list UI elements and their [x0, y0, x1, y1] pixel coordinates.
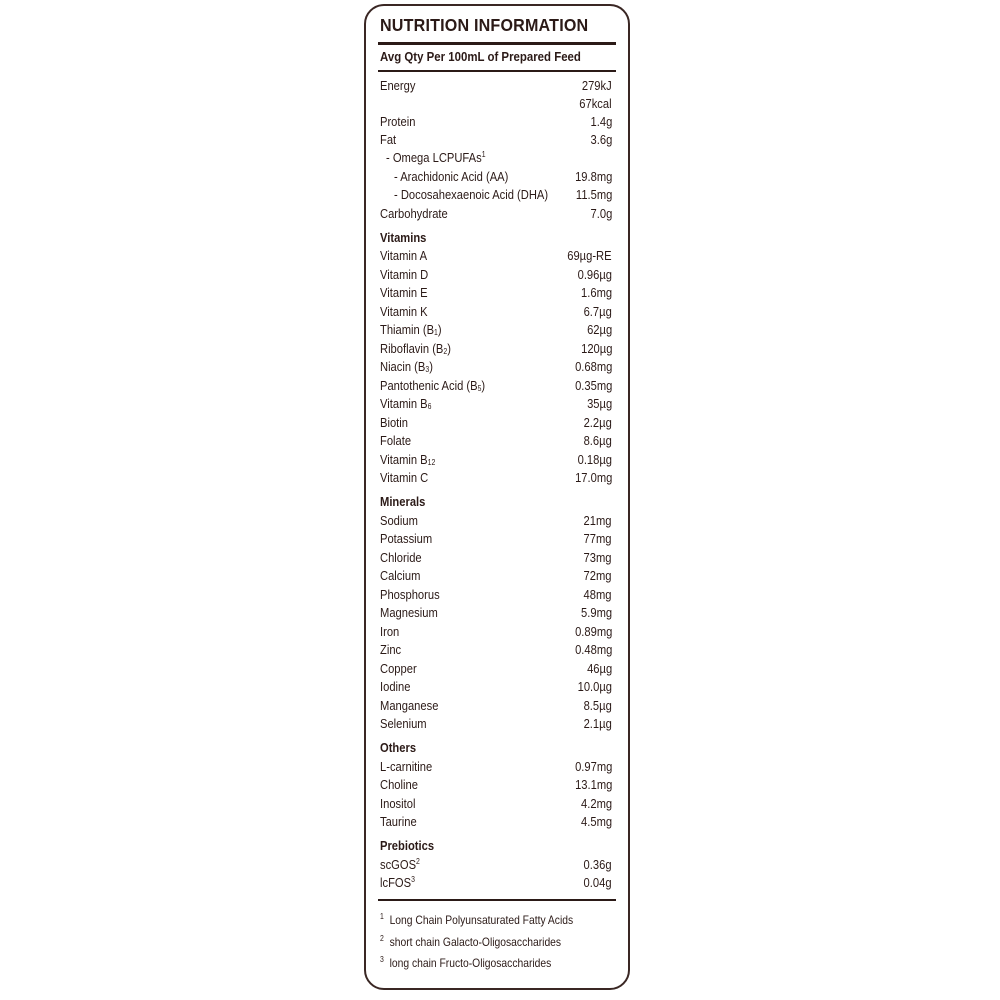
row-label: Biotin: [380, 415, 408, 430]
row-taurine: [380, 813, 612, 831]
label-close: ): [481, 378, 486, 393]
label-text: lcFOS: [380, 875, 412, 890]
row-label: [380, 377, 485, 395]
row-vitamin-b6: [380, 395, 612, 413]
row-value: 279kJ: [582, 78, 612, 93]
row-zinc: [380, 641, 612, 659]
footnote-mark: 2: [416, 857, 420, 866]
footnote-mark: 1: [380, 912, 384, 921]
row-value: 120µg: [580, 341, 612, 356]
row-vitamin-b12: [380, 451, 612, 469]
row-value: 0.48mg: [574, 642, 612, 657]
row-value: 62µg: [586, 322, 612, 337]
row-label: [380, 395, 431, 413]
row-value: 7.0g: [590, 206, 612, 221]
row-vitamin-a: [380, 247, 612, 265]
row-arachidonic-acid: [380, 168, 612, 186]
row-label: [380, 358, 433, 376]
row-label: Iron: [380, 624, 400, 639]
row-value: 1.4g: [590, 114, 612, 129]
row-calcium: [380, 567, 612, 585]
row-value: 0.04g: [584, 875, 612, 890]
label-text: Pantothenic Acid (B: [380, 378, 478, 393]
row-value: 0.96µg: [577, 267, 612, 282]
row-label: Vitamin A: [380, 248, 428, 263]
section-minerals: Minerals: [380, 494, 426, 509]
row-value: 5.9mg: [580, 605, 612, 620]
row-value: 11.5mg: [575, 187, 612, 202]
row-label: Folate: [380, 433, 412, 448]
row-label: Inositol: [380, 796, 416, 811]
row-label: Selenium: [380, 716, 427, 731]
row-label: Vitamin D: [380, 267, 429, 282]
row-value: 73mg: [584, 550, 612, 565]
row-value: 67kcal: [579, 96, 612, 111]
footnote-mark: 1: [481, 150, 486, 159]
subscript: 3: [425, 365, 430, 374]
row-riboflavin: [380, 340, 612, 358]
title-divider: [378, 42, 616, 45]
row-value: 8.5µg: [583, 698, 612, 713]
row-label: Vitamin K: [380, 304, 428, 319]
row-value: 2.1µg: [583, 716, 612, 731]
row-dha: [380, 186, 612, 204]
row-iron: [380, 623, 612, 641]
footnote-text: Long Chain Polyunsaturated Fatty Acids: [389, 913, 574, 927]
row-magnesium: [380, 604, 612, 622]
row-label: [380, 321, 442, 339]
row-omega-lcpufas: [380, 149, 612, 167]
row-lcfos: [380, 874, 612, 892]
section-vitamins: Vitamins: [380, 230, 427, 245]
row-scgos: [380, 856, 612, 874]
row-vitamin-e: [380, 284, 612, 302]
row-value: 10.0µg: [577, 679, 612, 694]
footnote-mark: 3: [411, 875, 415, 884]
row-value: 72mg: [584, 568, 612, 583]
row-protein: [380, 113, 612, 131]
footnote-divider: [378, 899, 616, 901]
row-label: Vitamin E: [380, 285, 428, 300]
row-label: [386, 149, 486, 167]
row-label: Fat: [380, 132, 397, 147]
row-selenium: [380, 715, 612, 733]
row-value: 4.2mg: [580, 796, 612, 811]
row-label: [380, 856, 420, 874]
row-label: Copper: [380, 661, 417, 676]
label-close: ): [429, 359, 433, 374]
row-value: 17.0mg: [574, 470, 612, 485]
serving-basis: Avg Qty Per 100mL of Prepared Feed: [380, 49, 581, 64]
subscript: 2: [443, 347, 448, 356]
label-text: Vitamin B: [380, 452, 428, 467]
row-label: L-carnitine: [380, 759, 433, 774]
row-folate: [380, 432, 612, 450]
row-choline: [380, 776, 612, 794]
row-value: 1.6mg: [580, 285, 612, 300]
row-label: Chloride: [380, 550, 422, 565]
row-value: 0.36g: [584, 857, 612, 872]
panel-title: NUTRITION INFORMATION: [380, 15, 589, 35]
row-value: 0.18µg: [577, 452, 612, 467]
row-value: 0.68mg: [574, 359, 612, 374]
row-manganese: [380, 697, 612, 715]
row-value: 19.8mg: [574, 169, 612, 184]
label-text: Riboflavin (B: [380, 341, 444, 356]
row-label: Manganese: [380, 698, 439, 713]
row-value: 69µg-RE: [567, 248, 612, 263]
row-value: 21mg: [584, 513, 612, 528]
label-close: ): [437, 322, 442, 337]
row-value: 0.35mg: [574, 378, 612, 393]
row-sodium: [380, 512, 612, 530]
row-pantothenic-acid: [380, 377, 612, 395]
row-label: Vitamin C: [380, 470, 429, 485]
row-value: 3.6g: [590, 132, 612, 147]
row-energy-kcal: [380, 95, 612, 113]
footnote-mark: 3: [380, 955, 384, 964]
row-thiamin: [380, 321, 612, 339]
row-label: Choline: [380, 777, 418, 792]
row-label: Energy: [380, 78, 416, 93]
row-label: Taurine: [380, 814, 417, 829]
row-label: Protein: [380, 114, 416, 129]
row-carbohydrate: [380, 205, 612, 223]
row-label: - Arachidonic Acid (AA): [394, 169, 509, 184]
label-text: Vitamin B: [380, 396, 428, 411]
row-energy: [380, 77, 612, 95]
row-label: Carbohydrate: [380, 206, 448, 221]
row-value: 4.5mg: [580, 814, 612, 829]
row-fat: [380, 131, 612, 149]
row-vitamin-d: [380, 266, 612, 284]
row-biotin: [380, 414, 612, 432]
row-phosphorus: [380, 586, 612, 604]
label-text: scGOS: [380, 857, 417, 872]
row-label: - Docosahexaenoic Acid (DHA): [394, 187, 549, 202]
row-value: 35µg: [586, 396, 612, 411]
nutrition-panel: [364, 4, 630, 990]
row-label: Iodine: [380, 679, 411, 694]
footnote-1: [380, 912, 573, 928]
footnote-text: long chain Fructo-Oligosaccharides: [389, 956, 552, 970]
row-value: 77mg: [584, 531, 612, 546]
row-value: 0.89mg: [574, 624, 612, 639]
footnote-3: [380, 955, 551, 971]
label-text: Niacin (B: [380, 359, 426, 374]
row-potassium: [380, 530, 612, 548]
row-value: 6.7µg: [583, 304, 612, 319]
omega-label-text: - Omega LCPUFAs: [386, 150, 482, 165]
row-label: [380, 451, 435, 469]
subtitle-divider: [378, 70, 616, 72]
label-text: Thiamin (B: [380, 322, 435, 337]
subscript: 6: [427, 402, 432, 411]
row-label: Potassium: [380, 531, 433, 546]
row-value: 13.1mg: [574, 777, 612, 792]
row-inositol: [380, 795, 612, 813]
row-value: 0.97mg: [574, 759, 612, 774]
row-label: [380, 874, 415, 892]
row-l-carnitine: [380, 758, 612, 776]
row-iodine: [380, 678, 612, 696]
row-niacin: [380, 358, 612, 376]
row-value: 2.2µg: [583, 415, 612, 430]
row-label: [380, 340, 451, 358]
subscript: 12: [427, 458, 436, 467]
footnote-text: short chain Galacto-Oligosaccharides: [389, 935, 562, 949]
row-vitamin-k: [380, 303, 612, 321]
section-others: Others: [380, 740, 417, 755]
section-prebiotics: Prebiotics: [380, 838, 435, 853]
subscript: 1: [434, 328, 438, 337]
row-value: 48mg: [584, 587, 612, 602]
footnote-mark: 2: [380, 934, 384, 943]
row-vitamin-c: [380, 469, 612, 487]
row-value: 46µg: [586, 661, 612, 676]
label-close: ): [447, 341, 451, 356]
row-label: Calcium: [380, 568, 421, 583]
row-label: Magnesium: [380, 605, 438, 620]
row-chloride: [380, 549, 612, 567]
subscript: 5: [477, 384, 482, 393]
row-label: Sodium: [380, 513, 418, 528]
footnote-2: [380, 934, 561, 950]
row-label: Phosphorus: [380, 587, 440, 602]
row-label: Zinc: [380, 642, 402, 657]
row-value: 8.6µg: [583, 433, 612, 448]
row-copper: [380, 660, 612, 678]
